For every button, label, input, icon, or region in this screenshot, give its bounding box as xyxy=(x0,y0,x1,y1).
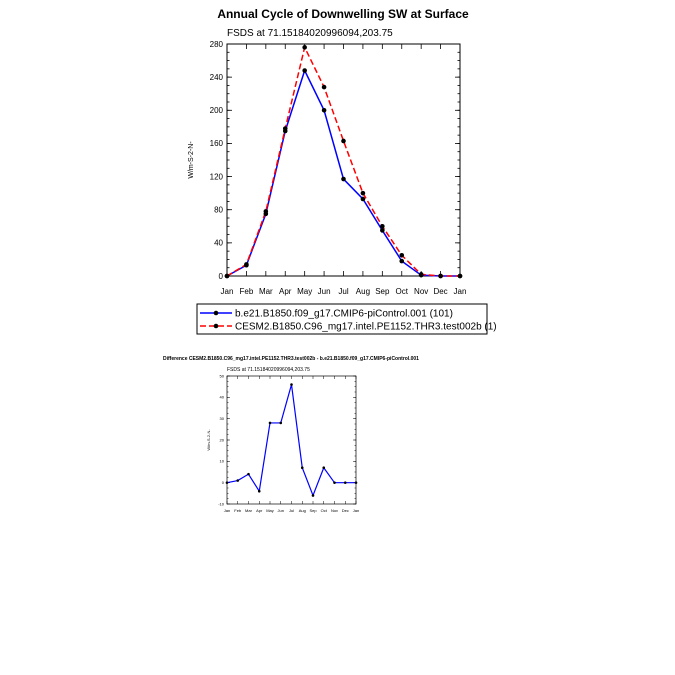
data-point xyxy=(399,259,404,264)
x-tick-label: Apr xyxy=(256,508,263,513)
y-tick-label: 200 xyxy=(209,106,223,116)
data-point xyxy=(322,108,327,113)
x-tick-label: Jun xyxy=(317,287,331,296)
y-tick-label: 0 xyxy=(218,271,223,281)
y-tick-label: 40 xyxy=(214,238,223,248)
x-tick-label: Mar xyxy=(245,508,252,513)
data-point xyxy=(380,228,385,233)
x-tick-label: Nov xyxy=(330,508,339,513)
difference-chart xyxy=(163,356,419,513)
x-tick-label: Apr xyxy=(279,287,292,296)
data-point xyxy=(302,45,307,50)
data-point xyxy=(302,68,307,73)
series-line-1 xyxy=(227,385,356,496)
y-tick-label: 20 xyxy=(219,437,224,443)
plot-frame xyxy=(227,376,356,504)
series-layer xyxy=(226,383,358,497)
x-tick-label: Jan xyxy=(352,508,360,513)
x-tick-label: Jul xyxy=(288,508,295,513)
series-line-1 xyxy=(227,71,460,276)
data-point xyxy=(236,479,239,482)
data-point xyxy=(264,209,269,214)
data-point xyxy=(355,481,358,484)
data-point xyxy=(247,473,250,476)
x-tick-label: Jan xyxy=(453,287,467,296)
y-tick-label: 160 xyxy=(209,139,223,149)
data-point xyxy=(399,253,404,258)
data-point xyxy=(361,197,366,202)
data-point xyxy=(301,466,304,469)
chart-subtitle: FSDS at 71.15184020996094,203.75 xyxy=(227,28,393,39)
data-point xyxy=(380,224,385,229)
annual-cycle-chart xyxy=(188,7,497,334)
data-point xyxy=(290,383,293,386)
x-tick-label: Aug xyxy=(298,508,306,513)
y-tick-label: 0 xyxy=(221,480,224,486)
y-tick-label: 280 xyxy=(209,39,223,49)
data-point xyxy=(341,139,346,144)
x-tick-label: Feb xyxy=(234,508,242,513)
y-axis-label: W/m-S-2-N- xyxy=(188,141,195,179)
data-point xyxy=(333,481,336,484)
y-tick-label: 10 xyxy=(219,458,224,464)
data-point xyxy=(361,191,366,196)
plot-frame xyxy=(227,44,460,276)
x-tick-label: Dec xyxy=(341,508,349,513)
data-point xyxy=(419,272,424,277)
x-tick-label: Sep xyxy=(309,508,317,513)
y-tick-label: 30 xyxy=(219,416,224,422)
legend-marker-series-2 xyxy=(214,324,219,329)
chart-title: Difference CESM2.B1850.C96_mg17.intel.PE1152.THR3.test002b - b.e21.B1850.f09_g17.CMIP6-piControl.001 xyxy=(163,356,419,362)
x-tick-label: Sep xyxy=(375,287,390,296)
data-point xyxy=(244,262,249,267)
series-line-2 xyxy=(227,47,460,276)
y-tick-label: -10 xyxy=(218,501,224,507)
data-point xyxy=(269,422,272,425)
y-tick-label: 80 xyxy=(214,205,223,215)
data-point xyxy=(226,481,229,484)
legend xyxy=(197,304,497,334)
y-tick-label: 50 xyxy=(219,373,224,379)
y-tick-label: 240 xyxy=(209,72,223,82)
legend-marker-series-1 xyxy=(214,311,219,316)
data-point xyxy=(322,85,327,90)
x-tick-label: Aug xyxy=(355,287,371,296)
data-point xyxy=(458,274,463,279)
x-tick-label: Mar xyxy=(258,287,273,296)
data-point xyxy=(312,494,315,497)
data-point xyxy=(225,274,230,279)
x-tick-label: May xyxy=(297,287,313,296)
x-tick-label: Feb xyxy=(239,287,254,296)
y-axis-label: W/m-S-2-N- xyxy=(206,429,211,451)
legend-label-series-2: CESM2.B1850.C96_mg17.intel.PE1152.THR3.test002b (1) xyxy=(235,321,497,333)
series-layer xyxy=(225,45,463,278)
x-tick-label: Jan xyxy=(223,508,231,513)
x-tick-label: May xyxy=(266,508,274,513)
x-tick-label: Dec xyxy=(433,287,448,296)
x-tick-label: Oct xyxy=(395,287,408,296)
chart-subtitle: FSDS at 71.15184020996094,203.75 xyxy=(227,367,310,373)
y-tick-label: 40 xyxy=(219,394,224,400)
data-point xyxy=(438,274,443,279)
data-point xyxy=(258,490,261,493)
data-point xyxy=(283,126,288,131)
legend-label-series-1: b.e21.B1850.f09_g17.CMIP6-piControl.001 (101) xyxy=(235,308,453,320)
x-tick-label: Jan xyxy=(220,287,234,296)
data-point xyxy=(344,481,347,484)
x-tick-label: Oct xyxy=(320,508,327,513)
x-tick-label: Jul xyxy=(338,287,349,296)
x-tick-label: Jun xyxy=(277,508,284,513)
y-tick-label: 120 xyxy=(209,172,223,182)
data-point xyxy=(279,422,282,425)
data-point xyxy=(322,466,325,469)
data-point xyxy=(341,177,346,182)
chart-title: Annual Cycle of Downwelling SW at Surface xyxy=(217,7,469,21)
x-tick-label: Nov xyxy=(414,287,429,296)
